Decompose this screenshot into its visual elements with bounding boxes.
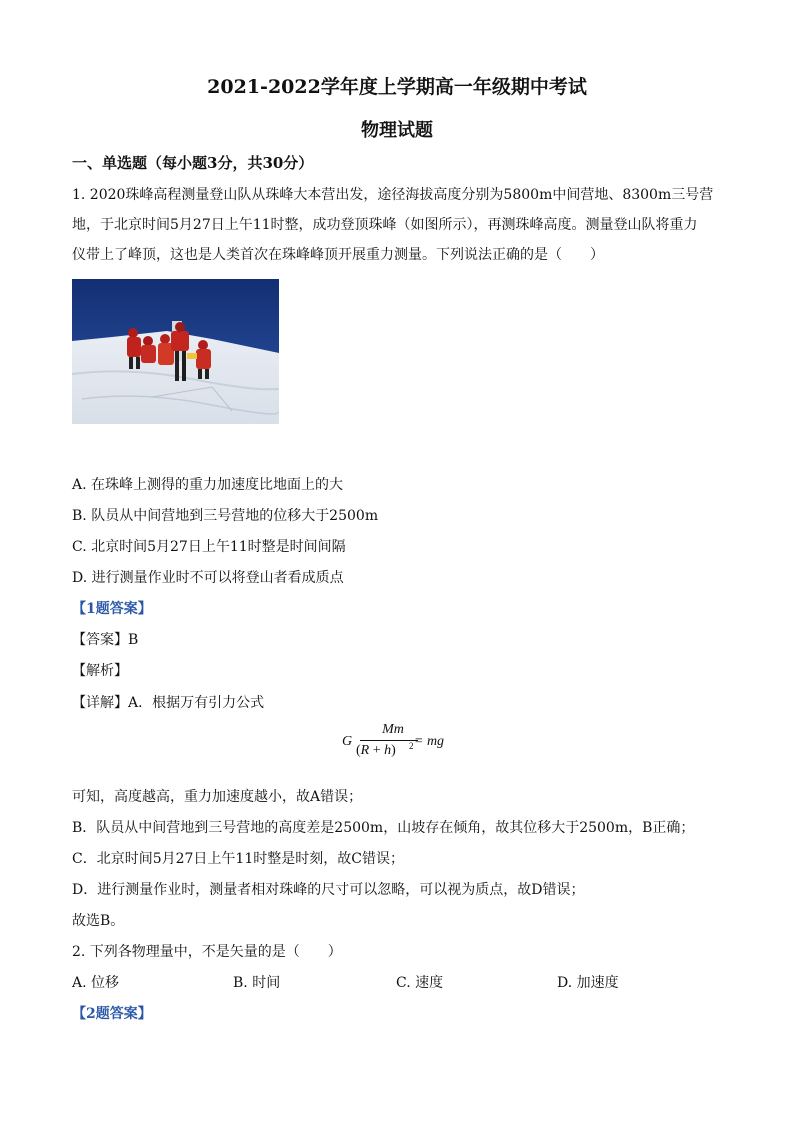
q1-option-c: C. 北京时间5月27日上午11时整是时间间隔 <box>72 539 346 555</box>
formula-g: G <box>342 734 353 749</box>
exam-title: 2021-2022学年度上学期高一年级期中考试 <box>207 76 587 98</box>
section-heading: 一、单选题（每小题3分，共30分） <box>72 154 314 172</box>
q1-stem-line-2: 地，于北京时间5月27日上午11时整，成功登顶珠峰（如图所示），再测珠峰高度。测量登山队将重力 <box>72 217 698 233</box>
explanation-line-1: 可知，高度越高，重力加速度越小，故A错误； <box>72 789 363 805</box>
summit-climbers-image <box>72 279 279 424</box>
formula-numerator: Mm <box>382 722 404 737</box>
q1-answer-header: 【1题答案】 <box>72 601 152 617</box>
explanation-line-5: 故选B。 <box>72 913 125 929</box>
q2-option-b: B. 时间 <box>233 975 281 991</box>
formula-exponent: 2 <box>409 741 414 751</box>
gravitation-formula <box>342 722 462 772</box>
q1-stem-line-3: 仪带上了峰顶，这也是人类首次在珠峰峰顶开展重力测量。下列说法正确的是（ ） <box>72 247 604 263</box>
q1-option-d: D. 进行测量作业时不可以将登山者看成质点 <box>72 570 344 586</box>
summit-photo <box>72 279 279 424</box>
formula-denominator: (R + h) <box>356 743 396 758</box>
q1-stem-line-1: 1. 2020珠峰高程测量登山队从珠峰大本营出发，途径海拔高度分别为5800m中间营地、8300m三号营 <box>72 187 714 203</box>
q2-stem: 2. 下列各物理量中，不是矢量的是（ ） <box>72 944 342 960</box>
q1-option-a: A. 在珠峰上测得的重力加速度比地面上的大 <box>72 477 344 493</box>
q2-option-d: D. 加速度 <box>557 975 619 991</box>
exam-subtitle: 物理试题 <box>361 120 433 141</box>
q1-detail-intro: 【详解】A．根据万有引力公式 <box>72 695 265 711</box>
explanation-line-2: B．队员从中间营地到三号营地的高度差是2500m，山坡存在倾角，故其位移大于2500m，B正确； <box>72 820 695 836</box>
q1-analysis-header: 【解析】 <box>72 663 128 679</box>
explanation-line-3: C．北京时间5月27日上午11时整是时刻，故C错误； <box>72 851 404 867</box>
q2-option-c: C. 速度 <box>396 975 444 991</box>
q1-answer: 【答案】B <box>72 632 139 648</box>
explanation-line-4: D．进行测量作业时，测量者相对珠峰的尺寸可以忽略，可以视为质点，故D错误； <box>72 882 585 898</box>
formula-rhs: = mg <box>414 734 445 749</box>
q2-option-a: A. 位移 <box>72 975 120 991</box>
q1-option-b: B. 队员从中间营地到三号营地的位移大于2500m <box>72 508 379 524</box>
q2-answer-header: 【2题答案】 <box>72 1006 152 1022</box>
